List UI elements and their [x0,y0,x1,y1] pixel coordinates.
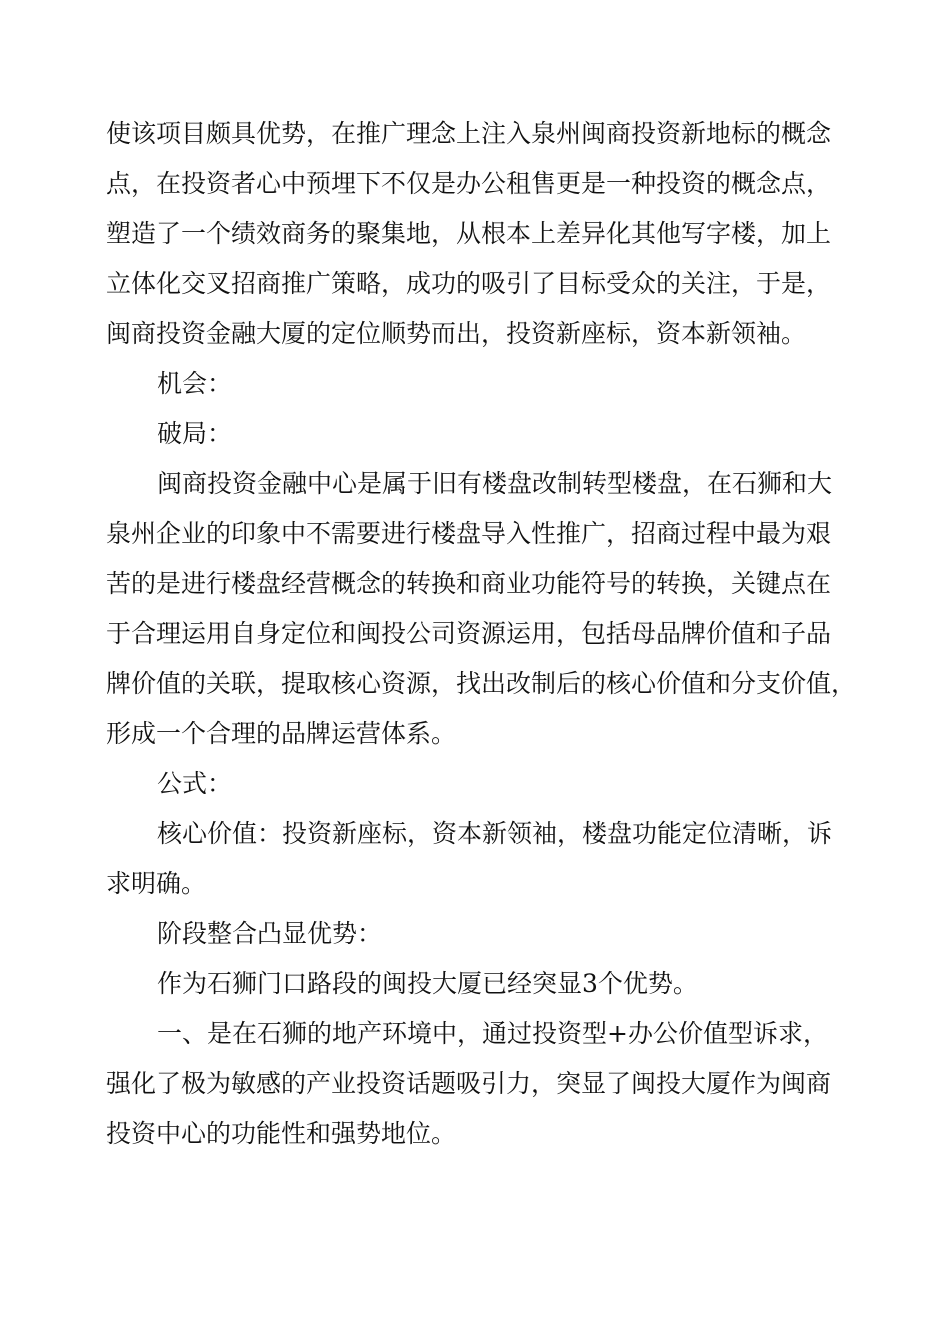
body-text-line: 于合理运用自身定位和闽投公司资源运用，包括母品牌价值和子品 [106,619,832,648]
body-text-line: 作为石狮门口路段的闽投大厦已经突显3个优势。 [157,969,698,998]
body-text-line: 投资中心的功能性和强势地位。 [106,1119,457,1148]
body-text-line: 求明确。 [106,869,207,898]
section-heading: 破局： [157,419,233,448]
body-text-line: 泉州企业的印象中不需要进行楼盘导入性推广，招商过程中最为艰 [106,519,832,548]
body-text-line: 闽商投资金融中心是属于旧有楼盘改制转型楼盘，在石狮和大 [157,469,833,498]
section-heading: 阶段整合凸显优势： [157,919,383,948]
body-text-line: 形成一个合理的品牌运营体系。 [106,719,457,748]
body-text-line: 苦的是进行楼盘经营概念的转换和商业功能符号的转换，关键点在 [106,569,832,598]
body-text-line: 塑造了一个绩效商务的聚集地，从根本上差异化其他写字楼，加上 [106,219,832,248]
body-text-line: 闽商投资金融大厦的定位顺势而出，投资新座标，资本新领袖。 [106,319,807,348]
section-heading: 公式： [157,769,233,798]
body-text-line: 立体化交叉招商推广策略，成功的吸引了目标受众的关注，于是， [106,269,832,298]
body-text-line: 一、是在石狮的地产环境中，通过投资型+办公价值型诉求， [157,1019,828,1048]
body-text-line: 使该项目颇具优势，在推广理念上注入泉州闽商投资新地标的概念 [106,119,832,148]
body-text-line: 牌价值的关联，提取核心资源，找出改制后的核心价值和分支价值， [106,669,857,698]
body-text-line: 强化了极为敏感的产业投资话题吸引力，突显了闽投大厦作为闽商 [106,1069,832,1098]
body-text-line: 点，在投资者心中预埋下不仅是办公租售更是一种投资的概念点， [106,169,832,198]
section-heading: 机会： [157,369,233,398]
body-text-line: 核心价值：投资新座标，资本新领袖，楼盘功能定位清晰，诉 [157,819,833,848]
